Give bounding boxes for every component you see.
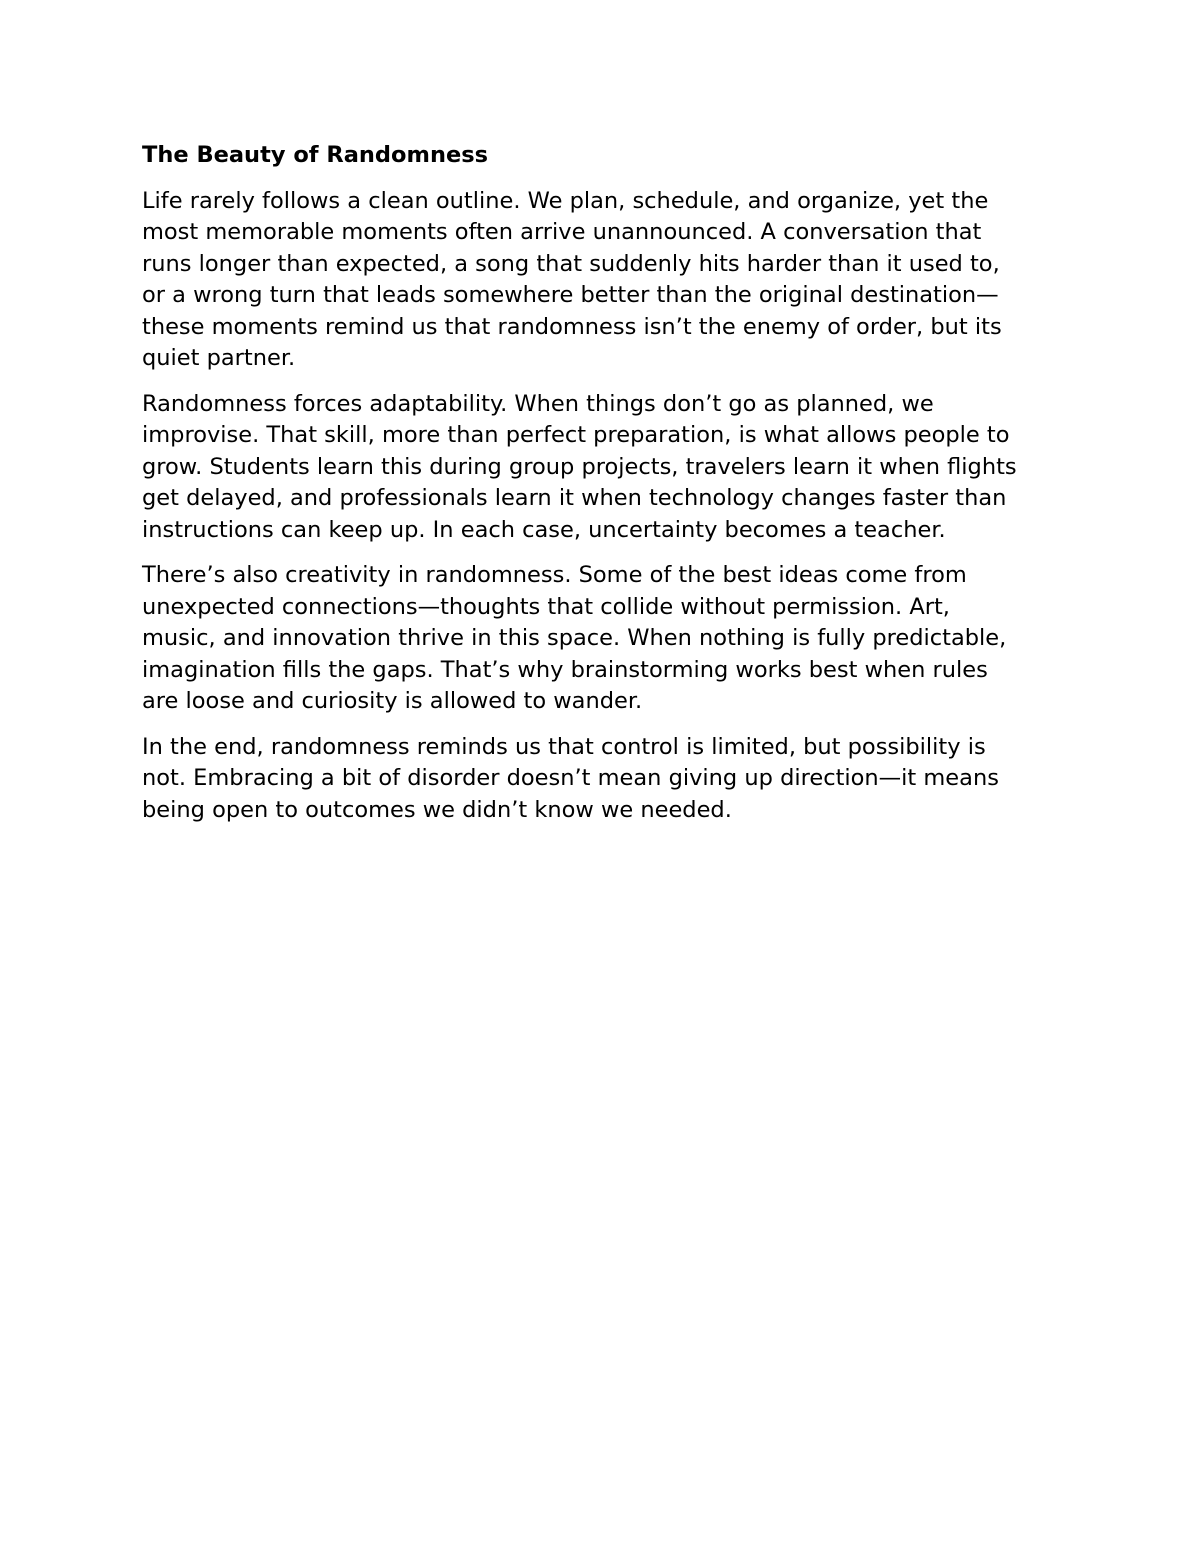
- paragraph-line: improvise. That skill, more than perfect preparation, is what allows people to: [142, 422, 1010, 448]
- paragraph-line: get delayed, and professionals learn it when technology changes faster than: [142, 485, 1007, 511]
- paragraph-line: most memorable moments often arrive unannounced. A conversation that: [142, 219, 982, 245]
- paragraph-line: There’s also creativity in randomness. Some of the best ideas come from: [142, 562, 967, 588]
- paragraph-line: In the end, randomness reminds us that control is limited, but possibility is: [142, 733, 986, 760]
- paragraph-line: or a wrong turn that leads somewhere better than the original destination—: [142, 282, 999, 308]
- paragraph-line: grow. Students learn this during group projects, travelers learn it when flights: [142, 453, 1017, 480]
- paragraph-3: [142, 560, 1072, 718]
- paragraph-line: Life rarely follows a clean outline. We plan, schedule, and organize, yet the: [142, 187, 989, 214]
- paragraph-line: runs longer than expected, a song that suddenly hits harder than it used to,: [142, 250, 1000, 277]
- paragraph-line: not. Embracing a bit of disorder doesn’t mean giving up direction—it means: [142, 765, 999, 791]
- paragraph-line: quiet partner.: [142, 345, 296, 371]
- paragraph-line: instructions can keep up. In each case, uncertainty becomes a teacher.: [142, 516, 946, 543]
- document-title: The Beauty of Randomness: [142, 142, 489, 168]
- paragraph-line: unexpected connections—thoughts that collide without permission. Art,: [142, 593, 950, 620]
- paragraph-line: Randomness forces adaptability. When things don’t go as planned, we: [142, 390, 934, 417]
- paragraph-2: [142, 389, 1072, 547]
- paragraph-line: being open to outcomes we didn’t know we needed.: [142, 796, 732, 823]
- paragraph-line: these moments remind us that randomness isn’t the enemy of order, but its: [142, 313, 1002, 340]
- paragraph-4: [142, 732, 1072, 827]
- paragraph-line: are loose and curiosity is allowed to wander.: [142, 688, 643, 714]
- document-body: [142, 140, 1072, 840]
- paragraph-line: music, and innovation thrive in this space. When nothing is fully predictable,: [142, 625, 1007, 651]
- paragraph-1: [142, 186, 1072, 375]
- paragraph-line: imagination fills the gaps. That’s why brainstorming works best when rules: [142, 656, 988, 683]
